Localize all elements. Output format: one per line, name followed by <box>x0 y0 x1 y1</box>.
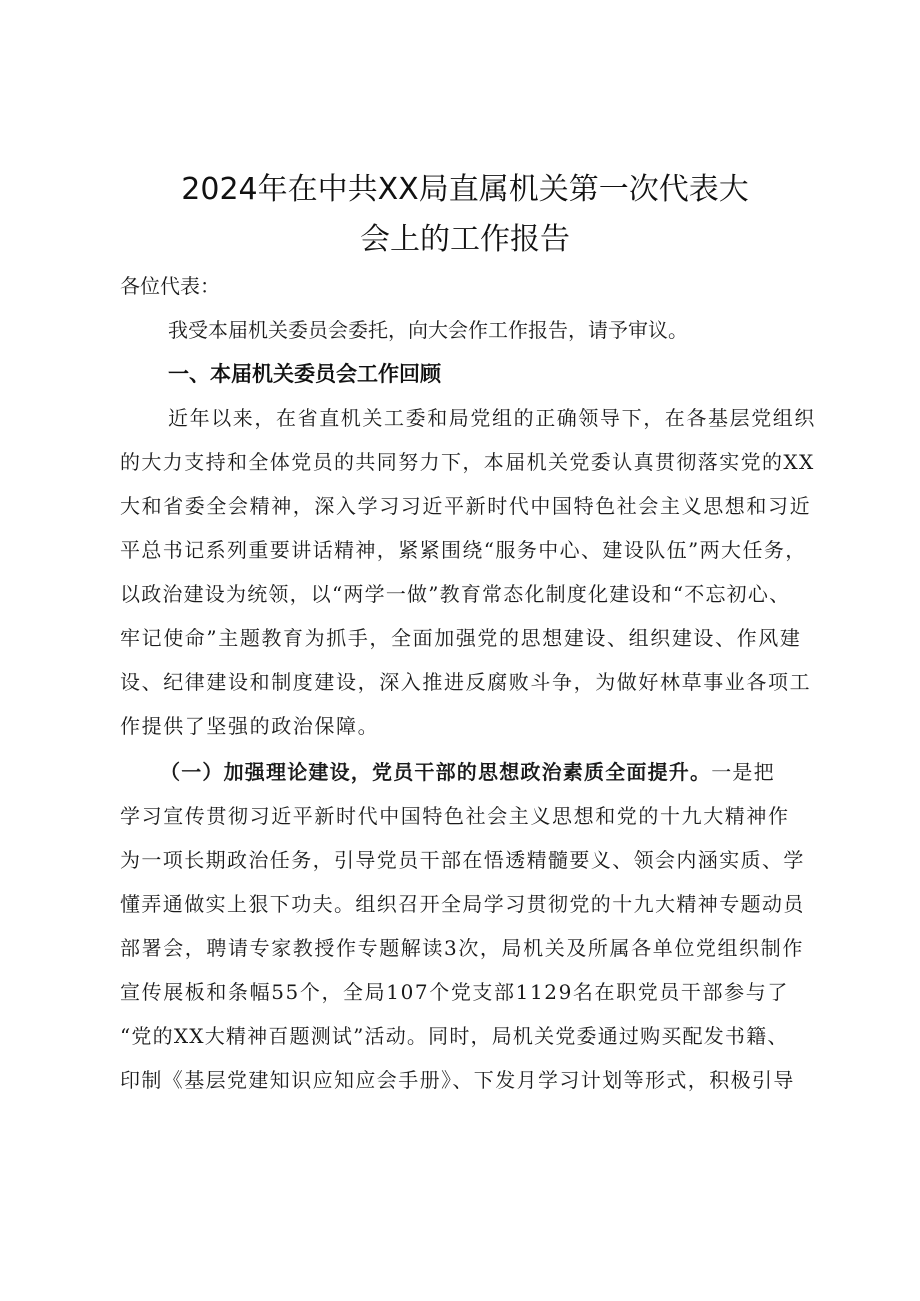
paragraph-1-line: 牢记使命”主题教育为抓手，全面加强党的思想建设、组织建设、作风建 <box>120 626 802 650</box>
paragraph-2-line: 懂弄通做实上狠下功夫。组织召开全局学习贯彻党的十九大精神专题动员 <box>120 892 805 916</box>
paragraph-1-line: 作提供了坚强的政治保障。 <box>120 714 380 738</box>
paragraph-2-line: 宣传展板和条幅55个，全局107个党支部1129名在职党员干部参与了 <box>120 980 789 1004</box>
salutation: 各位代表： <box>120 274 220 298</box>
paragraph-2-line: 为一项长期政治任务，引导党员干部在悟透精髓要义、领会内涵实质、学 <box>120 848 805 872</box>
paragraph-1-line: 的大力支持和全体党员的共同努力下，本届机关党委认真贯彻落实党的XX <box>120 450 815 474</box>
subsection-1-lead-text: 一是把 <box>711 760 775 784</box>
paragraph-2-line: “党的XX大精神百题测试”活动。同时，局机关党委通过购买配发书籍、 <box>120 1024 789 1048</box>
intro-paragraph: 我受本届机关委员会委托，向大会作工作报告，请予审议。 <box>168 318 688 342</box>
paragraph-1-line: 设、纪律建设和制度建设，深入推进反腐败斗争，为做好林草事业各项工 <box>120 670 812 694</box>
paragraph-1-line: 近年以来，在省直机关工委和局党组的正确领导下，在各基层党组织 <box>168 406 816 430</box>
document-title-line-1: 2024年在中共XX局直属机关第一次代表大 <box>181 172 749 207</box>
paragraph-1-line: 大和省委全会精神，深入学习习近平新时代中国特色社会主义思想和习近 <box>120 494 812 518</box>
section-heading-1: 一、本届机关委员会工作回顾 <box>168 362 441 386</box>
subsection-1-first-line <box>160 758 775 786</box>
paragraph-1-line: 平总书记系列重要讲话精神，紧紧围绕“服务中心、建设队伍”两大任务， <box>120 538 807 562</box>
subsection-heading-1: （一）加强理论建设，党员干部的思想政治素质全面提升。 <box>160 760 712 784</box>
document-title-line-2: 会上的工作报告 <box>360 222 570 257</box>
paragraph-2-line: 学习宣传贯彻习近平新时代中国特色社会主义思想和党的十九大精神作 <box>120 804 790 828</box>
paragraph-2-line: 部署会，聘请专家教授作专题解读3次，局机关及所属各单位党组织制作 <box>120 936 804 960</box>
paragraph-1-line: 以政治建设为统领，以“两学一做”教育常态化制度化建设和“不忘初心、 <box>120 582 791 606</box>
paragraph-2-line: 印制《基层党建知识应知应会手册》、下发月学习计划等形式，积极引导 <box>120 1068 795 1092</box>
